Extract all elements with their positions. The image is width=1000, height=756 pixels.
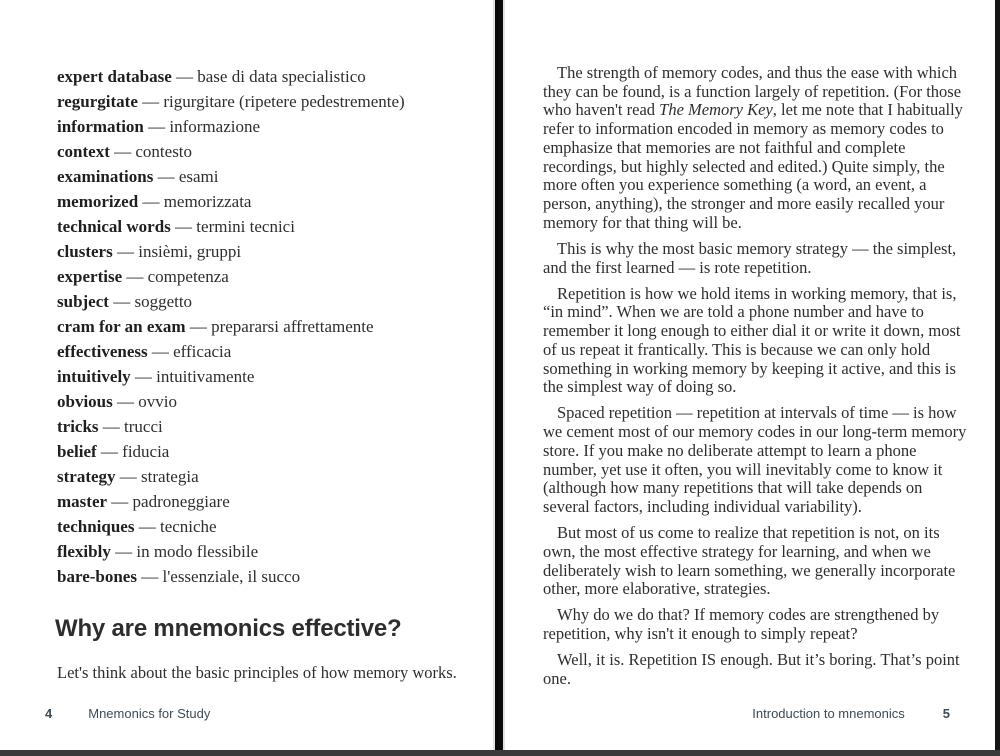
text-run: Repetition is how we hold items in working memory, that is, “in mind”. When we are told a phone number and have to remember it long enough to either dial it or write it down, most of us repeat it frantically. This is because we can only hold something in working memory by keeping it active, and this is the simplest way of doing so. [543, 283, 961, 397]
vocab-item [57, 414, 493, 439]
vocab-translation: — padroneggiare [107, 492, 230, 511]
vocab-term: examinations [57, 167, 154, 186]
vocab-translation: — ovvio [112, 392, 177, 411]
vocab-translation: — insièmi, gruppi [112, 242, 242, 261]
vocab-item [57, 164, 493, 189]
vocab-item [57, 239, 493, 264]
vocab-item [57, 514, 493, 539]
vocab-term: expertise [57, 267, 123, 286]
vocab-term: information [57, 117, 144, 136]
running-title-book: Mnemonics for Study [88, 706, 211, 721]
vocab-translation: — prepararsi affrettamente [185, 317, 374, 336]
intro-paragraph: Let's think about the basic principles of how memory works. [57, 663, 457, 682]
page-number-left: 4 [45, 706, 53, 721]
vocab-item [57, 114, 493, 139]
vocab-term: cram for an exam [57, 317, 186, 336]
vocab-term: strategy [57, 467, 116, 486]
running-title-chapter: Introduction to mnemonics [752, 706, 905, 721]
vocab-translation: — fiducia [96, 442, 170, 461]
vocab-translation: — contesto [109, 142, 193, 161]
vocab-term: obvious [57, 392, 113, 411]
vocab-translation: — soggetto [108, 292, 193, 311]
text-run: Why do we do that? If memory codes are strengthened by repetition, why isn't it enough to simply repeat? [543, 605, 940, 644]
vocab-translation: — in modo flessibile [110, 542, 259, 561]
vocab-translation: — strategia [115, 467, 199, 486]
vocab-translation: — informazione [143, 117, 261, 136]
vocab-item [57, 489, 493, 514]
vocab-term: master [57, 492, 108, 511]
text-run: The strength of memory codes, and thus the ease with which they can be found, is a function largely of repetition. (For those who haven't read [543, 63, 962, 120]
vocab-translation: — tecniche [134, 517, 217, 536]
vocab-term: subject [57, 292, 109, 311]
page-number-right: 5 [942, 706, 950, 721]
book-title-italic: The Memory Key [659, 100, 773, 120]
text-run: , let me note that I habitually refer to information encoded in memory as memory codes to emphasize that memories are not faithful and complete recordings, but highly selected and edited.) Quite simply, the more often you experience something (a word, an event, a person, anything), the stronger and more easily recalled your memory for that thing will be. [543, 100, 963, 232]
page-right [505, 0, 996, 750]
vocab-item [57, 214, 493, 239]
vocab-term: bare-bones [57, 567, 137, 586]
text-run: But most of us come to realize that repetition is not, on its own, the most effective strategy for learning, and when we deliberately wish to learn something, we generally incorporate other, more elaborative, strategies. [543, 523, 956, 599]
vocab-translation: — competenza [122, 267, 229, 286]
vocab-term: flexibly [57, 542, 111, 561]
vocab-item [57, 264, 493, 289]
vocab-term: technical words [57, 217, 171, 236]
vocab-translation: — base di data specialistico [171, 67, 366, 86]
vocab-item [57, 364, 493, 389]
text-run: Well, it is. Repetition IS enough. But it’s boring. That’s point one. [543, 650, 960, 689]
viewer-background-bottom [0, 750, 1000, 756]
vocab-translation: — intuitivamente [130, 367, 255, 386]
body-text [505, 0, 996, 689]
vocab-term: effectiveness [57, 342, 148, 361]
vocab-item [57, 564, 493, 589]
section-heading: Why are mnemonics effective? [55, 615, 402, 642]
vocab-item [57, 64, 493, 89]
vocab-translation: — l'essenziale, il succo [136, 567, 301, 586]
vocab-term: expert database [57, 67, 172, 86]
page-footer-left [45, 706, 210, 721]
body-paragraph [543, 240, 968, 277]
viewer-background-right [995, 0, 1000, 756]
vocab-term: regurgitate [57, 92, 138, 111]
vocab-term: tricks [57, 417, 99, 436]
page-left [0, 0, 493, 750]
vocab-translation: — memorizzata [138, 192, 252, 211]
vocab-item [57, 439, 493, 464]
vocab-term: clusters [57, 242, 113, 261]
body-paragraph [543, 651, 968, 688]
vocab-item [57, 139, 493, 164]
vocabulary-list [0, 0, 493, 589]
vocab-item [57, 289, 493, 314]
vocab-term: belief [57, 442, 97, 461]
body-paragraph [543, 64, 968, 232]
vocab-translation: — termini tecnici [170, 217, 295, 236]
vocab-item [57, 189, 493, 214]
vocab-term: techniques [57, 517, 135, 536]
vocab-translation: — rigurgitare (ripetere pedestremente) [137, 92, 405, 111]
page-gutter-divider [493, 0, 505, 756]
vocab-translation: — esami [153, 167, 219, 186]
body-paragraph [543, 606, 968, 643]
vocab-item [57, 339, 493, 364]
vocab-item [57, 539, 493, 564]
body-paragraph [543, 524, 968, 599]
text-run: Spaced repetition — repetition at intervals of time — is how we cement most of our memory codes in our long-term memory store. If you make no deliberate attempt to learn a phone number, yet use it often, you will inevitably come to know it (although how many repetitions that will take depends on several factors, including individual variability). [543, 403, 967, 516]
vocab-item [57, 464, 493, 489]
vocab-term: memorized [57, 192, 139, 211]
vocab-item [57, 389, 493, 414]
vocab-term: context [57, 142, 110, 161]
vocab-item [57, 314, 493, 339]
text-run: This is why the most basic memory strategy — the simplest, and the first learned — is rote repetition. [543, 238, 957, 277]
vocab-item [57, 89, 493, 114]
vocab-translation: — trucci [98, 417, 163, 436]
page-footer-right [752, 706, 950, 721]
vocab-translation: — efficacia [147, 342, 232, 361]
body-paragraph [543, 285, 968, 397]
body-paragraph [543, 404, 968, 516]
vocab-term: intuitively [57, 367, 131, 386]
